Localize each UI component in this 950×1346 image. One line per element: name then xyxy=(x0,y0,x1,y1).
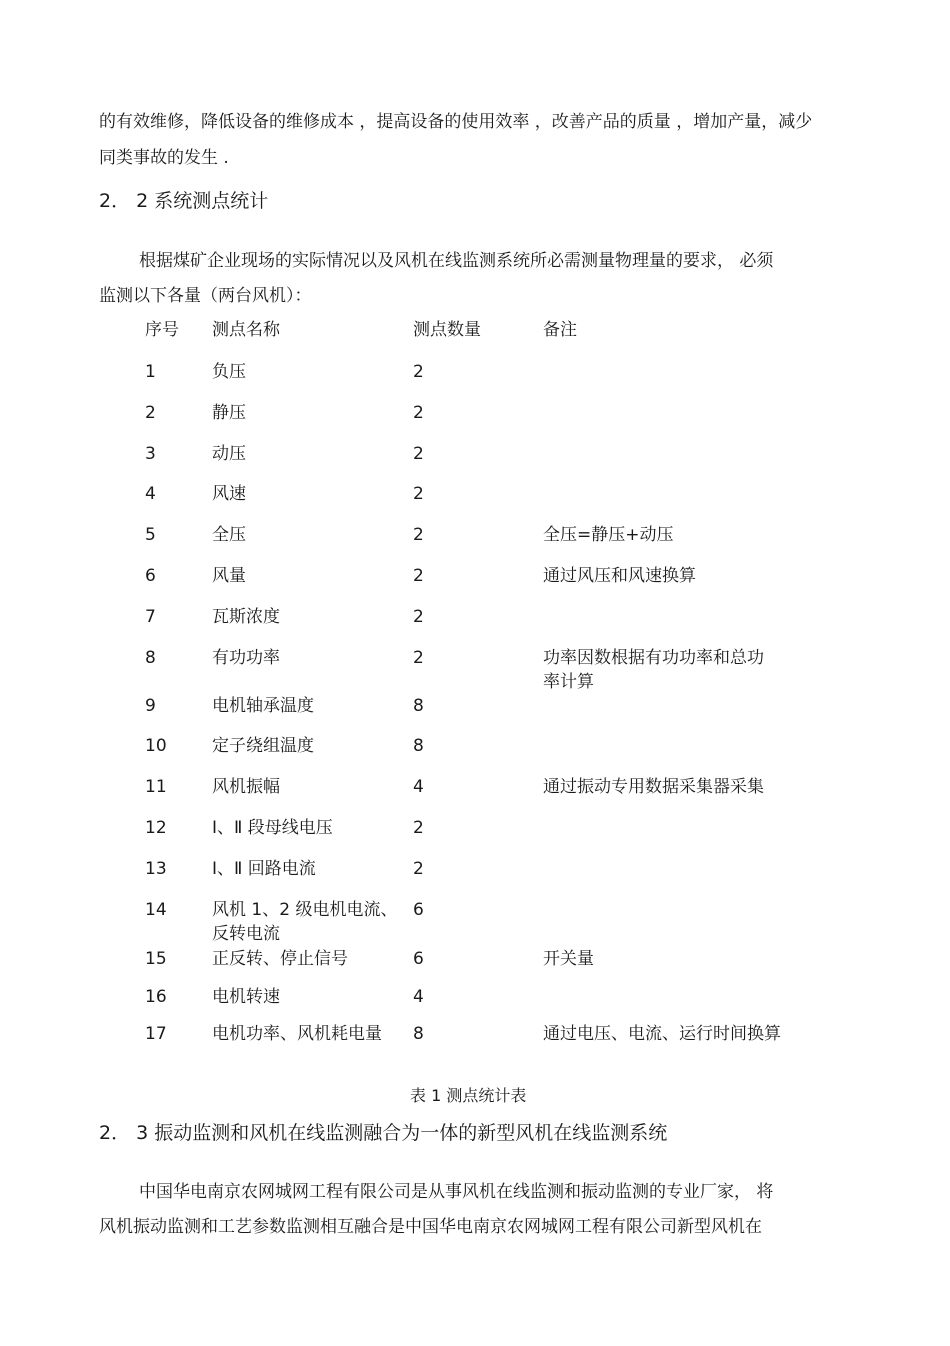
row-8-note-cont: 率计算 xyxy=(543,672,594,692)
row-5-no: 5 xyxy=(145,525,156,545)
row-15-count: 6 xyxy=(413,949,424,969)
intro-line-1: 的有效维修，降低设备的维修成本 ，提高设备的使用效率 ，改善产品的质量 ，增加产量，减少 xyxy=(99,112,813,132)
row-14-name-cont: 反转电流 xyxy=(212,924,280,944)
row-15-note: 开关量 xyxy=(543,949,594,969)
row-7-count: 2 xyxy=(413,607,424,627)
row-14-no: 14 xyxy=(145,900,167,920)
row-17-no: 17 xyxy=(145,1024,167,1044)
row-13-count: 2 xyxy=(413,859,424,879)
row-11-no: 11 xyxy=(145,777,167,797)
header-name: 测点名称 xyxy=(212,320,280,340)
header-no: 序号 xyxy=(145,320,179,340)
row-11-count: 4 xyxy=(413,777,424,797)
row-2-no: 2 xyxy=(145,403,156,423)
row-16-no: 16 xyxy=(145,987,167,1007)
row-10-no: 10 xyxy=(145,736,167,756)
row-11-name: 风机振幅 xyxy=(212,777,280,797)
section-2-2-para-line-1: 根据煤矿企业现场的实际情况以及风机在线监测系统所必需测量物理量的要求， 必须 xyxy=(139,251,774,271)
row-8-count: 2 xyxy=(413,648,424,668)
row-1-no: 1 xyxy=(145,362,156,382)
row-5-name: 全压 xyxy=(212,525,246,545)
row-17-note: 通过电压、电流、运行时间换算 xyxy=(543,1024,781,1044)
row-6-note: 通过风压和风速换算 xyxy=(543,566,696,586)
row-6-no: 6 xyxy=(145,566,156,586)
section-2-2-title: 2． 2 系统测点统计 xyxy=(99,190,269,212)
row-17-count: 8 xyxy=(413,1024,424,1044)
table-caption: 表 1 测点统计表 xyxy=(410,1086,527,1105)
row-3-count: 2 xyxy=(413,444,424,464)
row-9-count: 8 xyxy=(413,696,424,716)
row-8-note: 功率因数根据有功功率和总功 xyxy=(543,648,764,668)
row-14-count: 6 xyxy=(413,900,424,920)
row-16-count: 4 xyxy=(413,987,424,1007)
row-17-name: 电机功率、风机耗电量 xyxy=(212,1024,382,1044)
row-2-name: 静压 xyxy=(212,403,246,423)
header-count: 测点数量 xyxy=(413,320,481,340)
row-4-name: 风速 xyxy=(212,484,246,504)
row-8-no: 8 xyxy=(145,648,156,668)
row-15-name: 正反转、停止信号 xyxy=(212,949,348,969)
row-3-no: 3 xyxy=(145,444,156,464)
row-15-no: 15 xyxy=(145,949,167,969)
row-12-no: 12 xyxy=(145,818,167,838)
row-7-no: 7 xyxy=(145,607,156,627)
row-6-name: 风量 xyxy=(212,566,246,586)
row-13-name: Ⅰ、Ⅱ 回路电流 xyxy=(212,859,316,879)
row-14-name: 风机 1、2 级电机电流、 xyxy=(212,900,398,920)
row-9-no: 9 xyxy=(145,696,156,716)
row-16-name: 电机转速 xyxy=(212,987,280,1007)
row-3-name: 动压 xyxy=(212,444,246,464)
row-1-name: 负压 xyxy=(212,362,246,382)
row-10-count: 8 xyxy=(413,736,424,756)
row-13-no: 13 xyxy=(145,859,167,879)
row-12-name: Ⅰ、Ⅱ 段母线电压 xyxy=(212,818,333,838)
header-note: 备注 xyxy=(543,320,577,340)
intro-line-2: 同类事故的发生 . xyxy=(99,148,229,168)
row-4-count: 2 xyxy=(413,484,424,504)
row-1-count: 2 xyxy=(413,362,424,382)
section-2-3-para-line-1: 中国华电南京农网城网工程有限公司是从事风机在线监测和振动监测的专业厂家， 将 xyxy=(139,1182,774,1202)
row-2-count: 2 xyxy=(413,403,424,423)
row-4-no: 4 xyxy=(145,484,156,504)
section-2-3-para-line-2: 风机振动监测和工艺参数监测相互融合是中国华电南京农网城网工程有限公司新型风机在 xyxy=(99,1217,762,1237)
row-10-name: 定子绕组温度 xyxy=(212,736,314,756)
row-8-name: 有功功率 xyxy=(212,648,280,668)
row-11-note: 通过振动专用数据采集器采集 xyxy=(543,777,764,797)
row-9-name: 电机轴承温度 xyxy=(212,696,314,716)
row-5-count: 2 xyxy=(413,525,424,545)
section-2-2-para-line-2: 监测以下各量（两台风机）： xyxy=(99,286,312,306)
row-6-count: 2 xyxy=(413,566,424,586)
row-7-name: 瓦斯浓度 xyxy=(212,607,280,627)
section-2-3-title: 2． 3 振动监测和风机在线监测融合为一体的新型风机在线监测系统 xyxy=(99,1122,668,1144)
row-12-count: 2 xyxy=(413,818,424,838)
row-5-note: 全压=静压+动压 xyxy=(543,525,674,545)
